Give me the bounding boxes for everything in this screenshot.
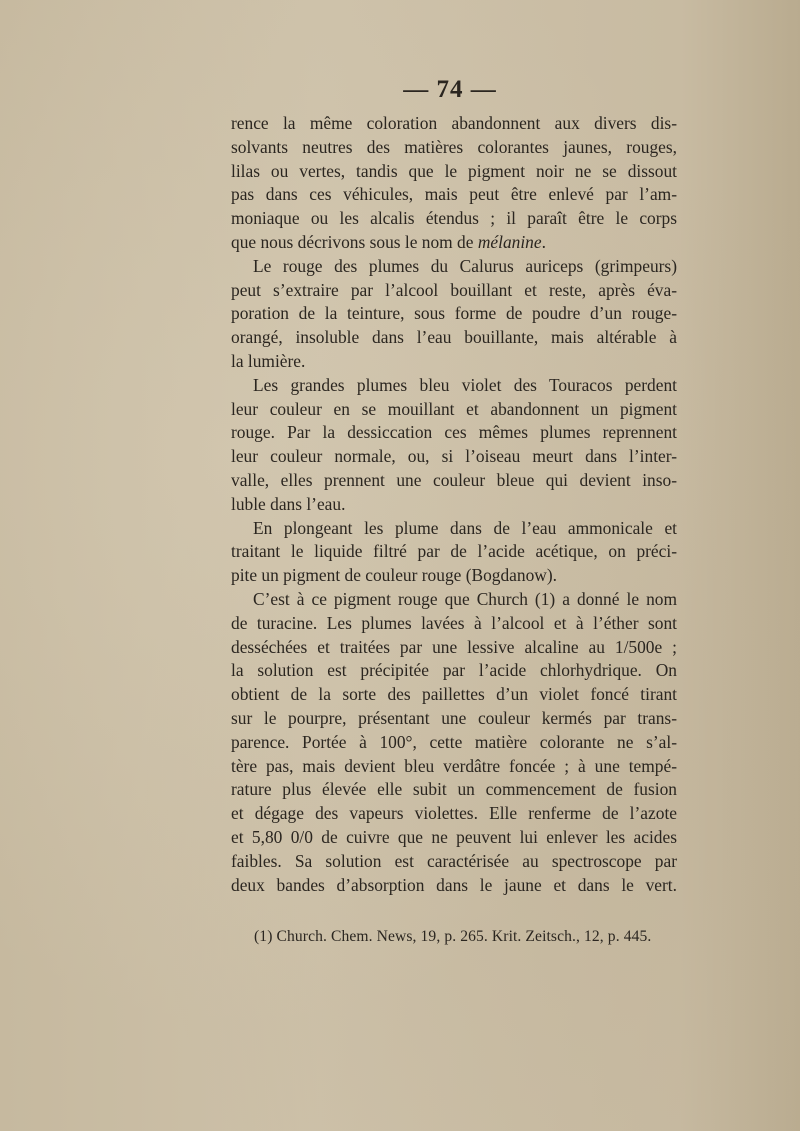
text-line: Le rouge des plumes du Calurus auriceps (grimpeurs) [253,255,677,276]
text-line: leur couleur en se mouillant et abandonnent un pigment [231,398,677,419]
text-line: poration de la teinture, sous forme de poudre d’un rouge- [231,303,677,324]
text-line: pas dans ces véhicules, mais peut être enlevé par l’am- [231,184,677,205]
paragraph [231,374,677,517]
text-line: deux bandes d’absorption dans le jaune et dans le vert. [231,874,677,895]
text-line [231,231,677,255]
text-line: traitant le liquide filtré par de l’acide acétique, on préci- [231,541,677,562]
text-line: et 5,80 0/0 de cuivre que ne peuvent lui enlever les acides [231,826,677,847]
text-line: rouge. Par la dessiccation ces mêmes plumes reprennent [231,422,677,443]
text-line: sur le pourpre, présentant une couleur kermés par trans- [231,707,677,728]
text-fragment: . [541,231,546,252]
text-line: rature plus élevée elle subit un commencement de fusion [231,779,677,800]
text-line: C’est à ce pigment rouge que Church (1) a donné le nom [253,588,677,609]
text-line: tère pas, mais devient bleu verdâtre foncée ; à une tempé- [231,755,677,776]
italic-term: mélanine [477,231,542,252]
text-line: de turacine. Les plumes lavées à l’alcool et à l’éther sont [231,612,677,633]
text-line: la solution est précipitée par l’acide chlorhydrique. On [231,660,677,681]
text-line: leur couleur normale, ou, si l’oiseau meurt dans l’inter- [231,446,677,467]
footnote: (1) Church. Chem. News, 19, p. 265. Krit. Zeitsch., 12, p. 445. [254,928,652,945]
text-line: valle, elles prennent une couleur bleue qui devient inso- [231,469,677,490]
text-line: obtient de la sorte des paillettes d’un violet foncé tirant [231,684,677,705]
text-fragment: que nous décrivons sous le nom de [231,231,478,252]
text-line: solvants neutres des matières colorantes jaunes, rouges, [231,136,677,157]
text-line: pite un pigment de couleur rouge (Bogdanow). [231,565,557,586]
text-line: desséchées et traitées par une lessive alcaline au 1/500e ; [231,636,677,657]
text-line: parence. Portée à 100°, cette matière colorante ne s’al- [231,731,677,752]
text-line: lilas ou vertes, tandis que le pigment noir ne se dissout [231,160,677,181]
text-line: et dégage des vapeurs violettes. Elle renferme de l’azote [231,803,677,824]
paragraph [231,588,677,897]
text-line: rence la même coloration abandonnent aux divers dis- [231,113,677,133]
page-number: — 74 — [403,76,497,103]
text-line: En plongeant les plume dans de l’eau ammonicale et [253,517,677,538]
body-text [231,112,677,897]
paragraph [231,517,677,588]
paragraph [231,255,677,374]
text-line: luble dans l’eau. [231,493,346,514]
text-line: la lumière. [231,350,306,371]
text-line: Les grandes plumes bleu violet des Touracos perdent [253,374,677,395]
text-line: orangé, insoluble dans l’eau bouillante, mais altérable à [231,327,677,348]
text-line: moniaque ou les alcalis étendus ; il paraît être le corps [231,208,677,229]
paragraph [231,112,677,255]
text-line: faibles. Sa solution est caractérisée au spectroscope par [231,850,677,871]
text-line: peut s’extraire par l’alcool bouillant et reste, après éva- [231,279,677,300]
